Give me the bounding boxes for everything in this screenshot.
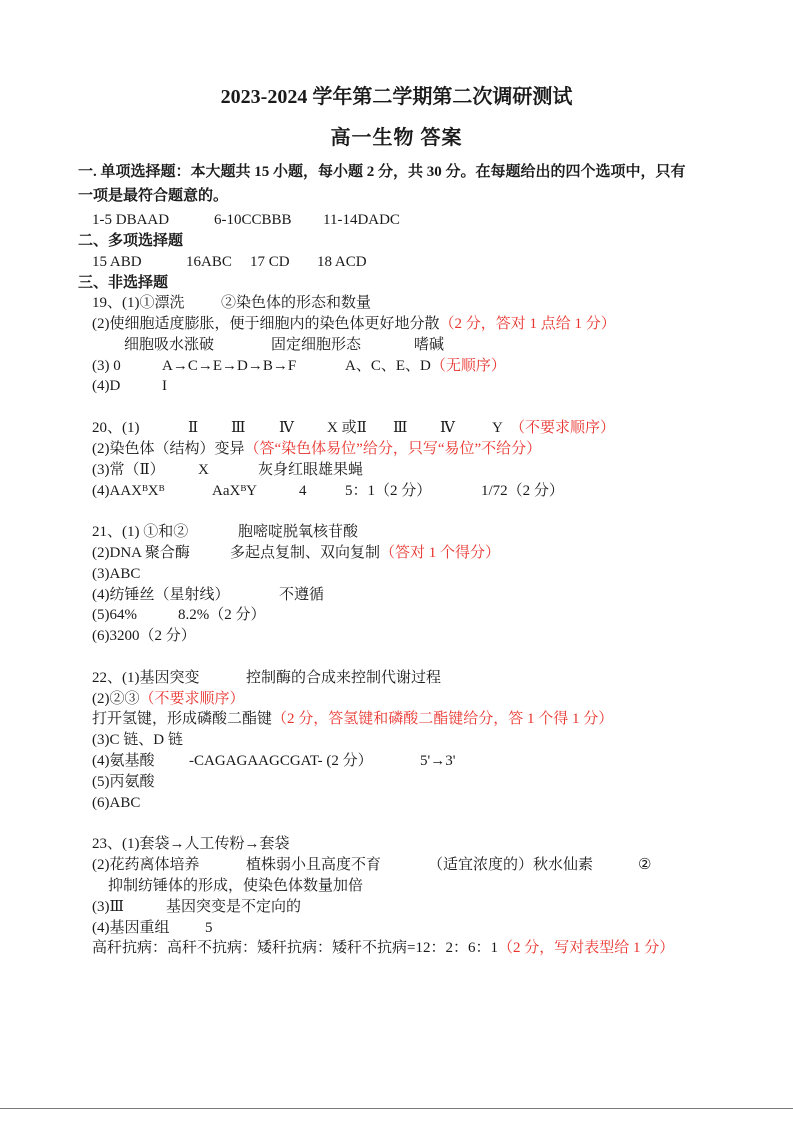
section2-answers <box>92 252 367 272</box>
q22-part: 控制酶的合成来控制代谢过程 <box>246 670 442 686</box>
q21-part: 不遵循 <box>279 587 325 603</box>
section1-answers <box>92 210 400 230</box>
scoring-note: （答“染色体易位”给分，只写“易位”不给分） <box>244 441 542 457</box>
answer-group: 6-10CCBBB <box>214 212 292 228</box>
q20-answer2: (2)染色体（结构）变异 <box>92 441 245 457</box>
section2-heading: 二、多项选择题 <box>78 233 184 249</box>
q20-part: Ⅲ <box>231 420 246 436</box>
scoring-note: （2 分，答对 1 点给 1 分） <box>439 316 616 332</box>
q22-part: 5'→3' <box>420 753 456 769</box>
q19-part1: 19、(1)①漂洗 <box>92 295 185 311</box>
q23-part: （适宜浓度的）秋水仙素 <box>428 857 594 873</box>
q23-line6 <box>92 938 674 958</box>
q22-part: (4)氨基酸 <box>92 753 155 769</box>
q22-line3 <box>92 709 613 729</box>
q20-part: (4)AAXᴮXᴮ <box>92 483 165 499</box>
q21-line1 <box>92 522 358 542</box>
q23-part: ② <box>638 857 652 873</box>
answer-group: 11-14DADC <box>323 212 400 228</box>
q20-part: (3)常（Ⅱ） <box>92 462 165 478</box>
q20-part: 20、(1) <box>92 420 140 436</box>
section1-heading: 一. 单项选择题：本大题共 15 小题，每小题 2 分，共 30 分。在每题给出的四个选项中，只有 <box>78 164 686 180</box>
q20-part: 5：1（2 分） <box>345 483 432 499</box>
q20-part: X <box>198 462 209 478</box>
q20-part: 灰身红眼雄果蝇 <box>258 462 364 478</box>
q21-part: 多起点复制、双向复制 <box>230 545 381 561</box>
q21-part: (2)DNA 聚合酶 <box>92 545 190 561</box>
q23-part: 植株弱小且高度不育 <box>246 857 382 873</box>
q22-part: 22、(1)基因突变 <box>92 670 200 686</box>
q23-part: 5 <box>205 920 213 936</box>
q23-answer6: 高秆抗病：高秆不抗病：矮秆抗病：矮秆不抗病=12：2：6：1 <box>92 940 498 956</box>
q19-part2: ②染色体的形态和数量 <box>221 295 372 311</box>
q23-part: 基因突变是不定向的 <box>166 899 302 915</box>
q20-part: 1/72（2 分） <box>481 483 564 499</box>
document-title: 2023-2024 学年第二学期第二次调研测试 <box>220 86 573 108</box>
q22-answer2: (2)②③ <box>92 691 140 707</box>
q20-part: Ⅱ <box>188 420 199 436</box>
q21-part: 胞嘧啶脱氧核苷酸 <box>238 524 359 540</box>
q19-part: 固定细胞形态 <box>271 337 362 353</box>
q19-line1 <box>92 293 371 313</box>
answer-group: 17 CD <box>250 254 290 270</box>
q19-part: A→C→E→D→B→F <box>162 358 297 374</box>
document-subtitle: 高一生物 答案 <box>330 127 463 149</box>
q22-part: -CAGAGAAGCGAT- (2 分） <box>189 753 373 769</box>
q23-line4 <box>92 897 301 917</box>
q23-line3: 抑制纺锤体的形成，使染色体数量加倍 <box>108 878 364 894</box>
q20-part: AaXᴮY <box>212 483 257 499</box>
q19-line2 <box>92 314 616 334</box>
answer-group: 1-5 DBAAD <box>92 212 170 228</box>
section3-heading: 三、非选择题 <box>78 275 169 291</box>
q22-line6: (5)丙氨酸 <box>92 774 155 790</box>
scoring-note: （不要求顺序） <box>510 420 616 436</box>
q21-line5 <box>92 605 266 625</box>
q21-line3: (3)ABC <box>92 566 141 582</box>
scoring-note: （2 分，写对表型给 1 分） <box>497 940 675 956</box>
q20-line2 <box>92 439 541 459</box>
q19-part: A、C、E、D <box>345 358 431 374</box>
q22-line1 <box>92 668 441 688</box>
q20-line4 <box>92 481 564 501</box>
q21-part: 8.2%（2 分） <box>178 607 266 623</box>
scoring-note: （无顺序） <box>430 358 506 374</box>
q20-part: 4 <box>299 483 307 499</box>
q23-line2 <box>92 855 651 875</box>
q19-answer2: (2)使细胞适度膨胀，便于细胞内的染色体更好地分散 <box>92 316 440 332</box>
q19-part: (4)D <box>92 378 121 394</box>
q22-line4: (3)C 链、D 链 <box>92 732 183 748</box>
q20-part: Ⅳ <box>279 420 294 436</box>
q22-line2 <box>92 689 245 709</box>
q22-answer3: 打开氢键，形成磷酸二酯键 <box>92 711 273 727</box>
q23-line1: 23、(1)套袋→人工传粉→套袋 <box>92 836 290 852</box>
q20-line1 <box>92 418 615 438</box>
q19-line5 <box>92 376 167 396</box>
q20-part: X 或Ⅱ <box>327 420 367 436</box>
q20-part: Y <box>492 420 503 436</box>
q19-part: I <box>162 378 167 394</box>
q19-line4 <box>92 356 506 376</box>
q23-part: (3)Ⅲ <box>92 899 124 915</box>
q23-part: (2)花药离体培养 <box>92 857 200 873</box>
q21-line2 <box>92 543 500 563</box>
answer-group: 18 ACD <box>317 254 367 270</box>
q19-part: 细胞吸水涨破 <box>124 337 215 353</box>
q22-line5 <box>92 751 455 771</box>
scoring-note: （答对 1 个得分） <box>380 545 501 561</box>
q19-part: (3) 0 <box>92 358 121 374</box>
q22-line7: (6)ABC <box>92 795 141 811</box>
q20-part: Ⅲ <box>393 420 408 436</box>
answer-group: 15 ABD <box>92 254 142 270</box>
scoring-note: （不要求顺序） <box>139 691 245 707</box>
q21-part: (4)纺锤丝（星射线） <box>92 587 230 603</box>
q19-line3 <box>124 335 444 355</box>
page-bottom-rule <box>0 1108 793 1109</box>
q23-line5 <box>92 918 213 938</box>
q20-line3 <box>92 460 363 480</box>
scoring-note: （2 分，答氢键和磷酸二酯键给分，答 1 个得 1 分） <box>272 711 614 727</box>
q19-part: 嗜碱 <box>414 337 445 353</box>
q21-line4 <box>92 585 324 605</box>
q23-part: (4)基因重组 <box>92 920 170 936</box>
q21-part: 21、(1) ①和② <box>92 524 189 540</box>
q21-part: (5)64% <box>92 607 137 623</box>
section1-heading-cont: 一项是最符合题意的。 <box>78 188 229 204</box>
q21-line6: (6)3200（2 分） <box>92 628 196 644</box>
q20-part: Ⅳ <box>440 420 455 436</box>
answer-group: 16ABC <box>186 254 232 270</box>
